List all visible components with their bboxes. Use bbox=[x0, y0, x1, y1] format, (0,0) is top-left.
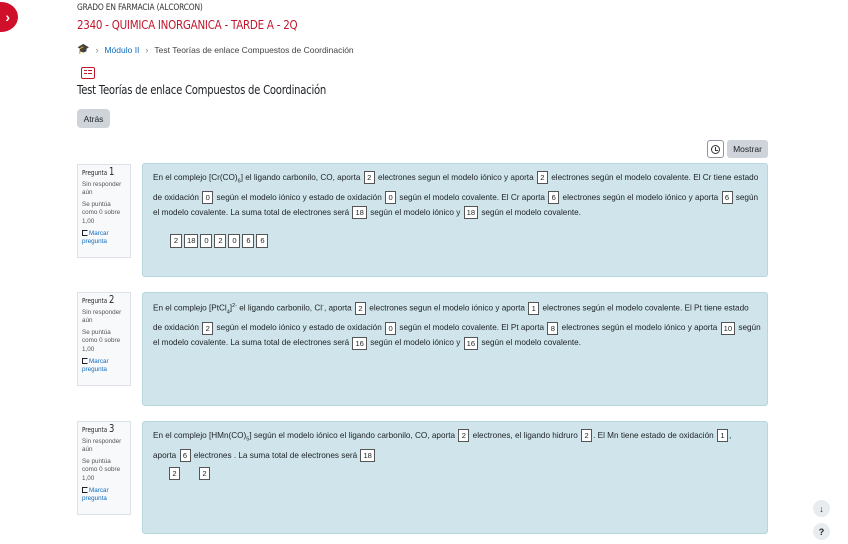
breadcrumb-separator-icon: › bbox=[145, 44, 149, 55]
drop-blank[interactable]: 0 bbox=[385, 322, 396, 335]
question-state: Sin responder aún bbox=[82, 308, 122, 325]
flag-icon bbox=[82, 230, 88, 236]
chevron-right-icon: › bbox=[5, 9, 10, 25]
question-content-3: En el complejo $[HMn(CO)_5]$ según el modelo iónico el ligando carbonilo, CO, aporta 2 electrones, el ligando hidruro 2 . El Mn tiene estado de oxidación 1 , aporta 6 electrones . La suma total de electrones será 18 2 2 bbox=[142, 421, 768, 534]
breadcrumb-item-module[interactable]: Módulo II bbox=[104, 44, 140, 55]
graduation-cap-icon[interactable]: 🎓 bbox=[77, 44, 90, 55]
question-info-3 bbox=[77, 421, 131, 515]
show-timer-button[interactable]: Mostrar bbox=[727, 140, 768, 158]
drop-blank[interactable]: 1 bbox=[717, 429, 728, 442]
drop-blank[interactable]: 0 bbox=[385, 191, 396, 204]
drag-option[interactable]: 0 bbox=[200, 234, 212, 248]
flag-icon bbox=[82, 487, 88, 493]
question-number: Pregunta 1 bbox=[82, 166, 115, 178]
drop-blank[interactable]: 2 bbox=[355, 302, 366, 315]
timer-toggle-button[interactable] bbox=[707, 140, 724, 158]
question-state: Sin responder aún bbox=[82, 180, 122, 197]
drop-blank[interactable]: 18 bbox=[360, 449, 374, 462]
question-grade: Se puntúa como 0 sobre 1,00 bbox=[82, 457, 121, 482]
drop-blank[interactable]: 2 bbox=[202, 322, 213, 335]
question-info-2 bbox=[77, 292, 131, 386]
drag-option[interactable]: 0 bbox=[228, 234, 240, 248]
help-button[interactable]: ? bbox=[813, 523, 830, 540]
drop-blank[interactable]: 16 bbox=[352, 337, 366, 350]
question-content-2: En el complejo [PtCl$_4$]$^{2-}$ el ligando carbonilo, Cl-, aporta 2 electrones segun el modelo iónico y aporta 1 electrones según el modelo covalente. El Pt tiene estado de oxidación 2 según el modelo iónico y estado de oxidación 0 según el modelo covalente. El Pt aporta 8 electrones según el modelo iónico y aporta 10 según el modelo covalente. La suma total de electrones será 16 según el modelo iónico y 16 según el modelo covalente. bbox=[142, 292, 768, 406]
drag-option[interactable]: 2 bbox=[214, 234, 226, 248]
breadcrumb bbox=[77, 44, 354, 55]
drop-blank[interactable]: 2 bbox=[581, 429, 592, 442]
drop-blank[interactable]: 6 bbox=[180, 449, 191, 462]
drop-blank[interactable]: 16 bbox=[464, 337, 478, 350]
drop-blank[interactable]: 2 bbox=[364, 171, 375, 184]
flag-question-link[interactable]: Marcar pregunta bbox=[82, 229, 109, 246]
drag-option[interactable]: 2 bbox=[170, 234, 182, 248]
drag-option[interactable]: 2 bbox=[169, 467, 180, 480]
drop-blank[interactable]: 6 bbox=[722, 191, 733, 204]
drag-option[interactable]: 6 bbox=[242, 234, 254, 248]
drag-options bbox=[168, 467, 757, 480]
drag-option[interactable]: 6 bbox=[256, 234, 268, 248]
drop-blank[interactable]: 2 bbox=[537, 171, 548, 184]
course-title[interactable]: 2340 - QUIMICA INORGANICA - TARDE A - 2Q bbox=[77, 18, 298, 32]
drawer-toggle-button[interactable] bbox=[0, 2, 18, 32]
flag-icon bbox=[82, 358, 88, 364]
drag-option[interactable]: 18 bbox=[184, 234, 198, 248]
breadcrumb-item-current: Test Teorías de enlace Compuestos de Coordinación bbox=[154, 44, 354, 55]
question-number: Pregunta 2 bbox=[82, 294, 115, 306]
question-number: Pregunta 3 bbox=[82, 423, 115, 435]
question-grade: Se puntúa como 0 sobre 1,00 bbox=[82, 200, 121, 225]
question-grade: Se puntúa como 0 sobre 1,00 bbox=[82, 328, 121, 353]
drag-option[interactable]: 2 bbox=[199, 467, 210, 480]
question-state: Sin responder aún bbox=[82, 437, 122, 454]
question-info-1 bbox=[77, 164, 131, 258]
course-category: GRADO EN FARMACIA (ALCORCON) bbox=[77, 3, 203, 13]
breadcrumb-separator-icon: › bbox=[95, 44, 99, 55]
drop-blank[interactable]: 18 bbox=[464, 206, 478, 219]
page-title: Test Teorías de enlace Compuestos de Coordinación bbox=[77, 83, 327, 97]
drop-blank[interactable]: 1 bbox=[528, 302, 539, 315]
drop-blank[interactable]: 2 bbox=[458, 429, 469, 442]
quiz-icon bbox=[81, 67, 95, 79]
arrow-down-icon: ↓ bbox=[819, 503, 824, 514]
drop-blank[interactable]: 6 bbox=[548, 191, 559, 204]
drop-blank[interactable]: 0 bbox=[202, 191, 213, 204]
flag-question-link[interactable]: Marcar pregunta bbox=[82, 357, 109, 374]
drop-blank[interactable]: 10 bbox=[721, 322, 735, 335]
question-content-1: En el complejo $[Cr(CO)_6]$ el ligando carbonilo, CO, aporta 2 electrones segun el modelo iónico y aporta 2 electrones según el modelo covalente. El Cr tiene estado de oxidación 0 según el modelo iónico y estado de oxidación 0 según el modelo covalente. El Cr aporta 6 electrones según el modelo iónico y aporta 6 según el modelo covalente. La suma total de electrones será 18 según el modelo iónico y 18 según el modelo covalente. 2 18 0 2 0 6 6 bbox=[142, 163, 768, 277]
drag-options bbox=[170, 234, 757, 248]
drop-blank[interactable]: 8 bbox=[547, 322, 558, 335]
drop-blank[interactable]: 18 bbox=[352, 206, 366, 219]
flag-question-link[interactable]: Marcar pregunta bbox=[82, 486, 109, 503]
back-button[interactable]: Atrás bbox=[77, 109, 110, 128]
scroll-down-button[interactable] bbox=[813, 500, 830, 517]
clock-icon bbox=[711, 145, 720, 154]
